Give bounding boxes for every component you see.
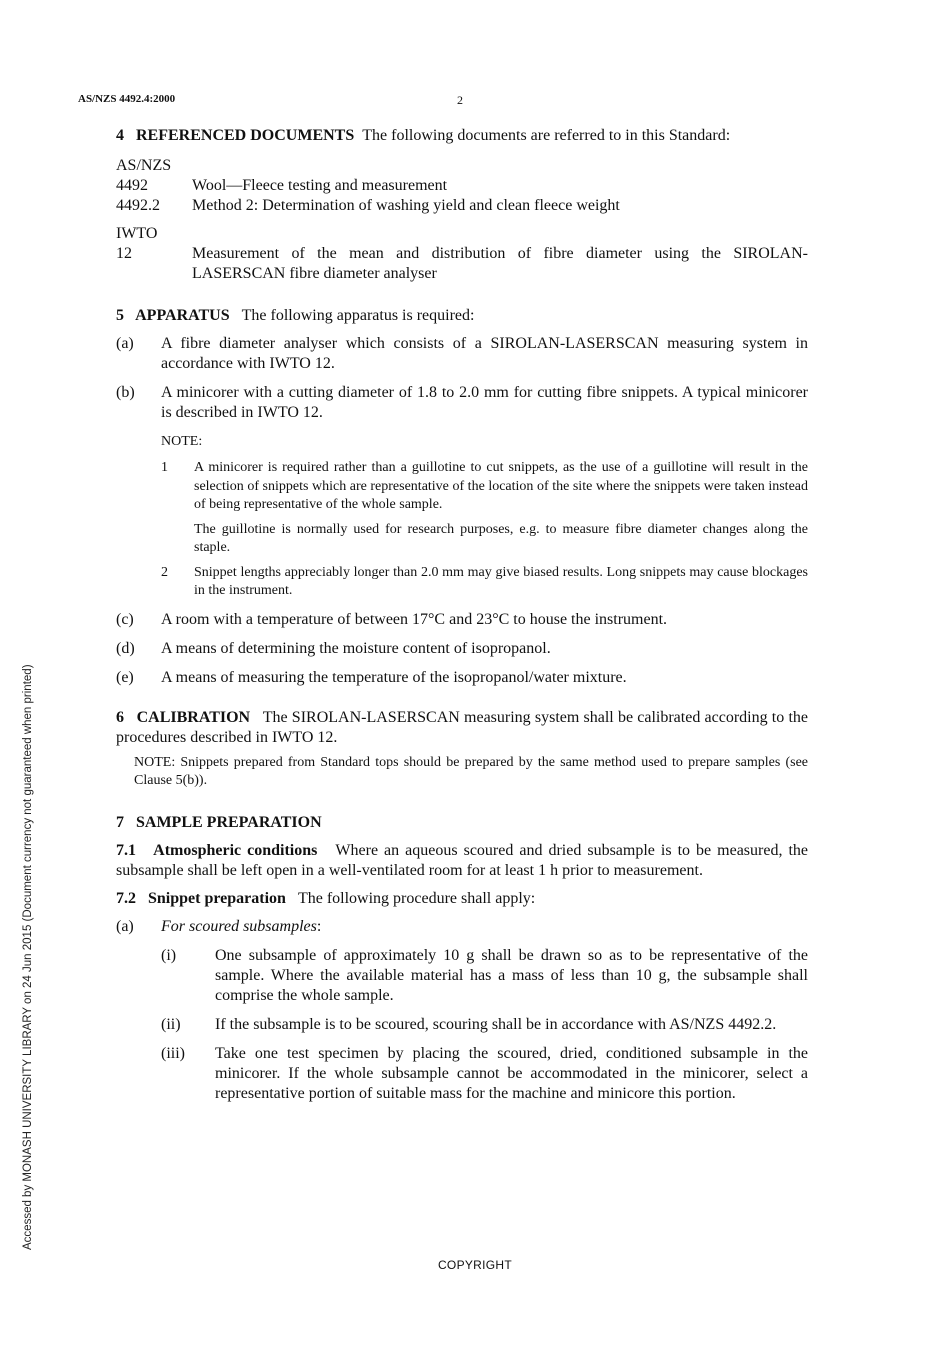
clause-7-1-heading: 7.1 Atmospheric conditions bbox=[116, 841, 318, 859]
section-4-intro: The following documents are referred to in this Standard: bbox=[362, 127, 731, 144]
item-text: A minicorer with a cutting diameter of 1.8 to 2.0 mm for cutting fibre snippets. A typical minicorer is described in IWTO 12. bbox=[161, 384, 808, 421]
ref-row bbox=[116, 196, 808, 216]
section-5 bbox=[116, 306, 808, 326]
item-label: (b) bbox=[116, 384, 135, 401]
ref-code: 4492.2 bbox=[116, 197, 160, 214]
item-text: A room with a temperature of between 17°C and 23°C to house the instrument. bbox=[161, 610, 668, 628]
clause-7-1-text: Where an aqueous scoured and dried subsample is to be measured, the subsample shall be left open in a well-ventilated room for at least 1 h prior to measurement. bbox=[116, 841, 809, 879]
note-continuation: The guillotine is normally used for research purposes, e.g. to measure fibre diameter changes along the staple. bbox=[194, 521, 808, 555]
ref-title: Measurement of the mean and distribution of fibre diameter using the SIROLAN-LASERSCAN fibre diameter analyser bbox=[192, 245, 808, 282]
ref-title: Wool—Fleece testing and measurement bbox=[192, 177, 448, 194]
item-text: A means of measuring the temperature of the isopropanol/water mixture. bbox=[161, 668, 627, 686]
clause-7-2 bbox=[116, 889, 808, 909]
apparatus-item bbox=[116, 383, 808, 423]
section-5-intro: The following apparatus is required: bbox=[241, 307, 475, 324]
note-number: 2 bbox=[161, 564, 168, 580]
section-7-heading: 7 SAMPLE PREPARATION bbox=[116, 813, 322, 831]
apparatus-item bbox=[116, 610, 808, 630]
sub-text: One subsample of approximately 10 g shall be drawn so as to be representative of the sample. Where the available material has a mass of less than 10 g, the subsample shall comprise the whole sample. bbox=[215, 946, 808, 1004]
page-number: 2 bbox=[457, 93, 463, 107]
note-item bbox=[161, 459, 808, 515]
item-label: (a) bbox=[116, 335, 134, 352]
note-label: NOTE: bbox=[161, 434, 203, 449]
clause-7-1 bbox=[116, 841, 808, 881]
sub-label: (iii) bbox=[161, 1044, 185, 1062]
clause-7-2-text: The following procedure shall apply: bbox=[297, 889, 536, 907]
ref-title: Method 2: Determination of washing yield and clean fleece weight bbox=[192, 197, 620, 214]
section-4-heading: 4 REFERENCED DOCUMENTS bbox=[116, 127, 355, 144]
ref-row bbox=[116, 176, 808, 196]
apparatus-item bbox=[116, 334, 808, 374]
item-text: A fibre diameter analyser which consists of a SIROLAN-LASERSCAN measuring system in accordance with IWTO 12. bbox=[161, 335, 808, 372]
note-item bbox=[161, 564, 808, 601]
section-6-text: The SIROLAN-LASERSCAN measuring system shall be calibrated according to the procedures described in IWTO 12. bbox=[116, 708, 808, 746]
standard-id: AS/NZS 4492.4:2000 bbox=[78, 93, 176, 105]
ref-row bbox=[116, 244, 808, 284]
item-colon: : bbox=[316, 917, 322, 935]
document-body bbox=[116, 126, 808, 1113]
sub-item bbox=[161, 946, 808, 1006]
apparatus-item bbox=[116, 639, 808, 659]
ref-group-iwto: IWTO bbox=[116, 225, 158, 242]
sub-label: (ii) bbox=[161, 1015, 181, 1033]
item-label: (c) bbox=[116, 610, 134, 628]
item-text: A means of determining the moisture content of isopropanol. bbox=[161, 639, 551, 657]
section-4 bbox=[116, 126, 808, 146]
ref-code: 12 bbox=[116, 245, 132, 262]
note-text: A minicorer is required rather than a guillotine to cut snippets, as the use of a guillotine will result in the selection of snippets which are representative of the location of the site where the snippets were taken instead of being representative of the whole sample. bbox=[194, 460, 808, 512]
section-6-heading: 6 CALIBRATION bbox=[116, 708, 251, 726]
section-7 bbox=[116, 813, 808, 833]
clause-7-2-heading: 7.2 Snippet preparation bbox=[116, 889, 286, 907]
copyright-footer: COPYRIGHT bbox=[437, 1258, 513, 1272]
sub-label: (i) bbox=[161, 946, 177, 964]
item-text: For scoured subsamples bbox=[161, 917, 317, 935]
item-label: (a) bbox=[116, 917, 134, 935]
sub-text: If the subsample is to be scoured, scouring shall be in accordance with AS/NZS 4492.2. bbox=[215, 1015, 777, 1033]
ref-group-asnzs: AS/NZS bbox=[116, 157, 172, 174]
item-label: (e) bbox=[116, 668, 134, 686]
section-5-heading: 5 APPARATUS bbox=[116, 307, 230, 324]
note-text: Snippet lengths appreciably longer than 2.0 mm may give biased results. Long snippets may cause blockages in the instrument. bbox=[194, 564, 808, 598]
item-label: (d) bbox=[116, 639, 135, 657]
sub-text: Take one test specimen by placing the scoured, dried, conditioned subsample in the minicorer. If the whole subsample cannot be accommodated in the minicorer, select a representative portion of suitable mass for the machine and minicore this portion. bbox=[215, 1044, 808, 1102]
calibration-note: NOTE: Snippets prepared from Standard tops should be prepared by the same method used to prepare samples (see Clause 5(b)). bbox=[134, 754, 808, 788]
sub-item bbox=[161, 1044, 808, 1104]
sub-item bbox=[161, 1015, 808, 1035]
apparatus-item bbox=[116, 668, 808, 688]
ref-code: 4492 bbox=[116, 177, 148, 194]
access-watermark: Accessed by MONASH UNIVERSITY LIBRARY on 24 Jun 2015 (Document currency not guaranteed when printed) bbox=[22, 664, 34, 1250]
procedure-item bbox=[116, 917, 808, 937]
section-6 bbox=[116, 708, 808, 748]
note-number: 1 bbox=[161, 460, 168, 475]
